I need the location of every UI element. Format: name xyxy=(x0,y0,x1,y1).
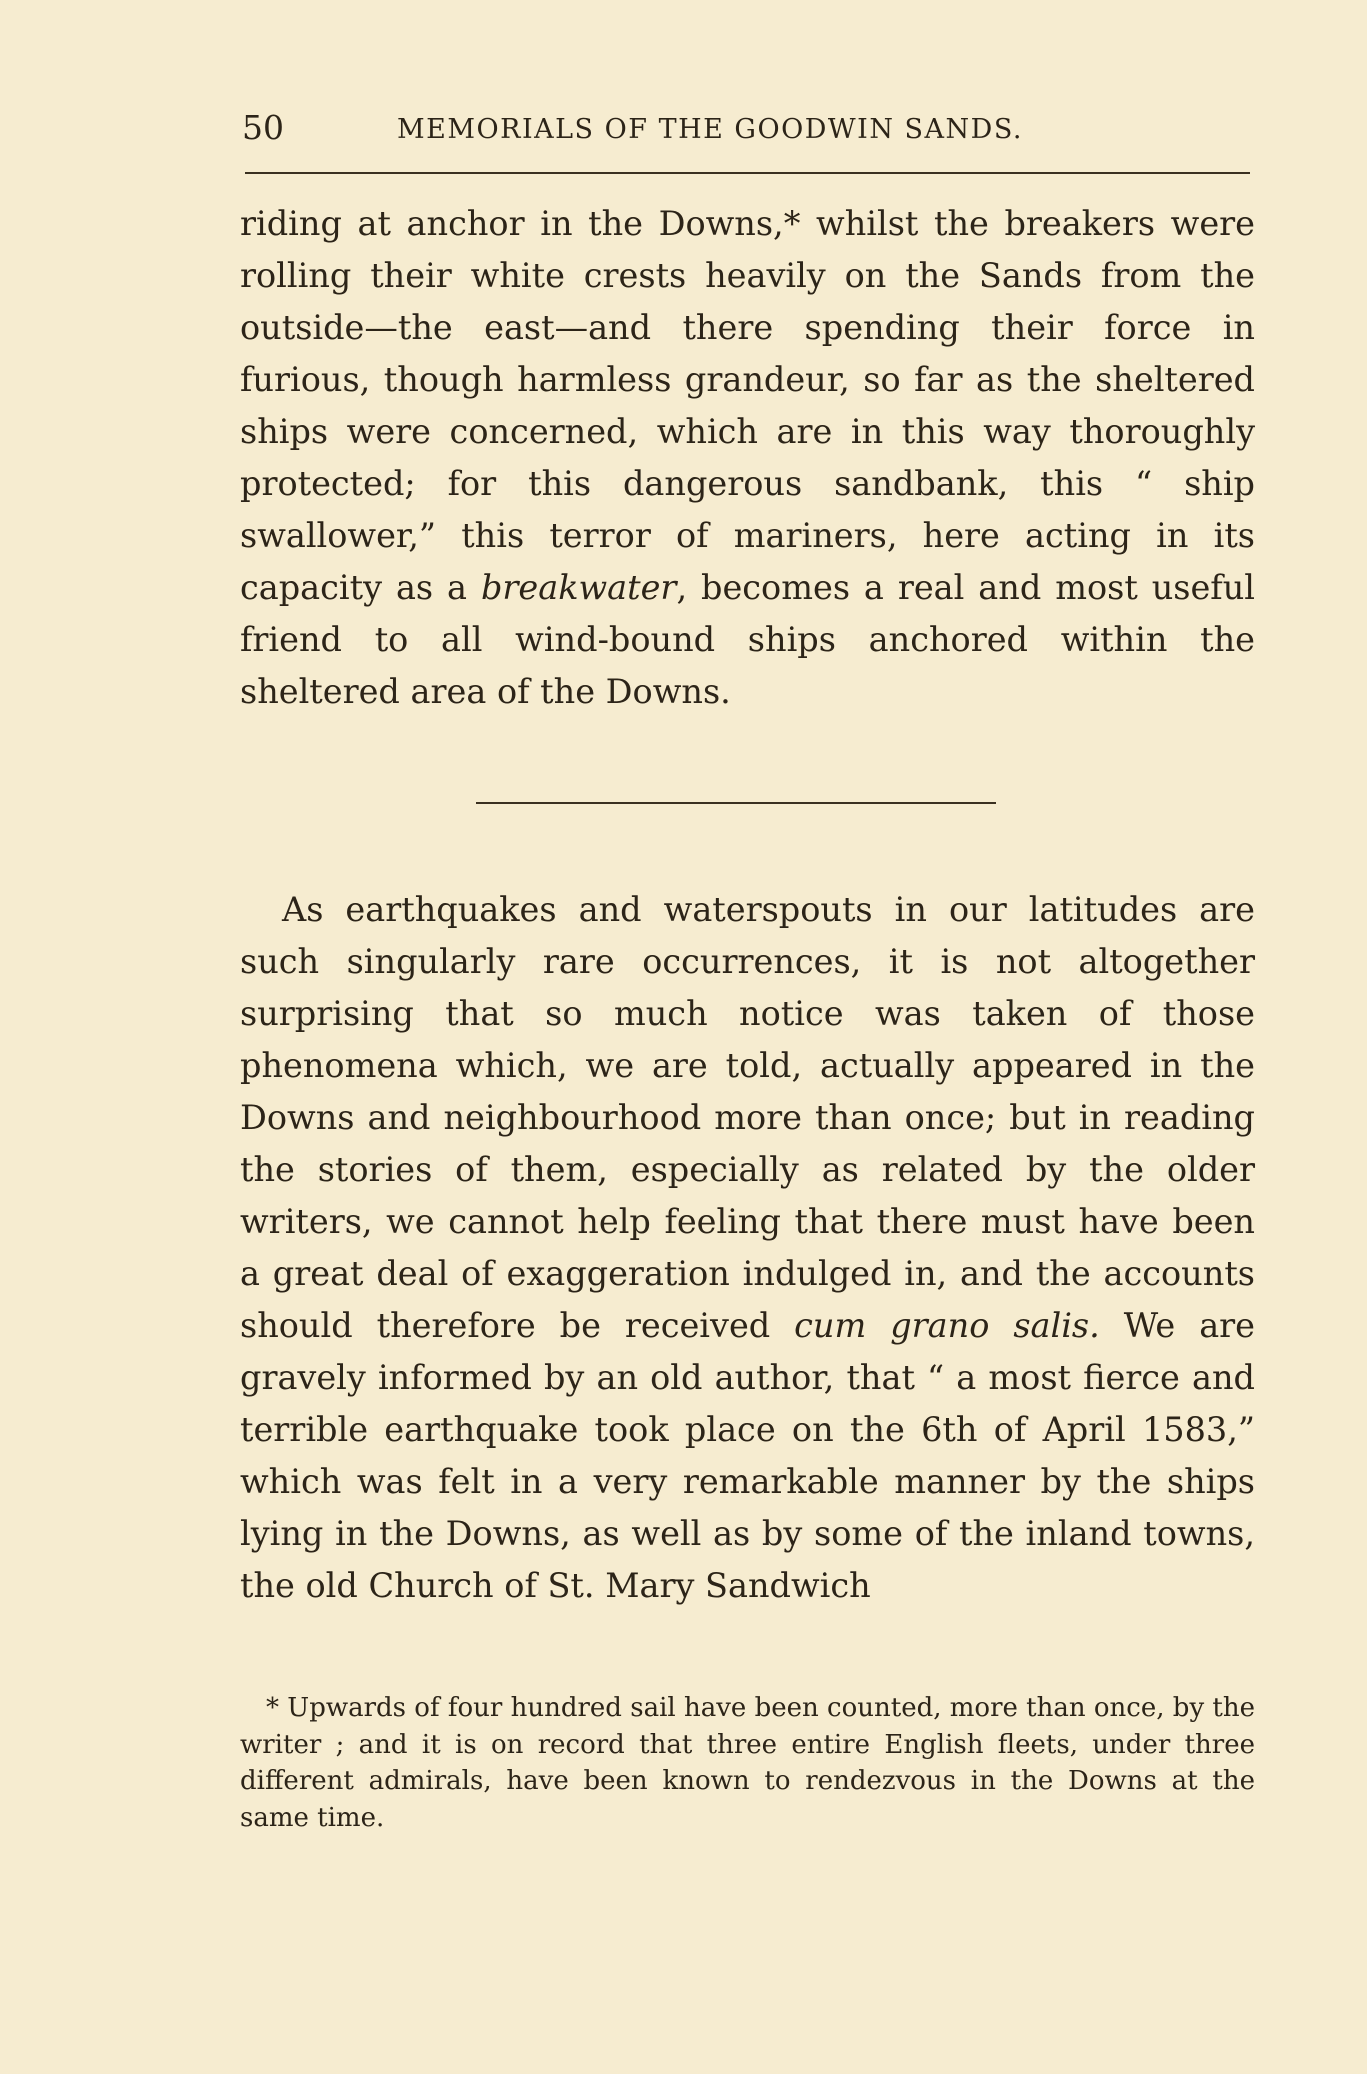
paragraph-1 xyxy=(240,198,1255,718)
footnote-marker: * xyxy=(266,1693,279,1723)
running-title: MEMORIALS OF THE GOODWIN SANDS. xyxy=(397,114,1023,145)
paragraph-1-text-b: , becomes a real and most useful friend to all wind-bound ships anchored within the sheltered area of the Downs. xyxy=(240,568,1255,711)
section-separator xyxy=(476,802,996,804)
page-number: 50 xyxy=(242,108,284,147)
header-rule xyxy=(245,172,1250,174)
paragraph-1-text-a: riding at anchor in the Downs,* whilst the breakers were rolling their white crests heavily on the Sands from the outside—the east—and there spending their force in furious, though harmless grandeur, so far as the sheltered ships were concerned, which are in this way thoroughly protected; for this dangerous sandbank, this “ ship swallower,” this terror of mariners, here acting in its capacity as a xyxy=(240,204,1255,607)
paragraph-2-text-b: We are gravely informed by an old author, that “ a most fierce and terrible earthquake took place on the 6th of April 1583,” which was felt in a very remarkable manner by the ships lying in the Downs, as well as by some of the inland towns, the old Church of St. Mary Sandwich xyxy=(240,1306,1256,1605)
footnote-text: Upwards of four hundred sail have been counted, more than once, by the writer ; and it is on record that three entire English fleets, under three different admirals, have been known to rendezvous in the Downs at the same time. xyxy=(240,1693,1256,1833)
paragraph-2-italic: cum grano salis. xyxy=(794,1306,1100,1345)
paragraph-1-italic: breakwater xyxy=(480,568,677,607)
page-header xyxy=(242,108,1252,156)
footnote xyxy=(240,1690,1255,1836)
paragraph-2 xyxy=(240,884,1255,1612)
paragraph-2-text-a: As earthquakes and waterspouts in our latitudes are such singularly rare occurrences, it is not altogether surprising that so much notice was taken of those phenomena which, we are told, actually appeared in the Downs and neighbourhood more than once; but in reading the stories of them, especially as related by the older writers, we cannot help feeling that there must have been a great deal of exaggeration indulged in, and the accounts should therefore be received xyxy=(240,890,1255,1345)
